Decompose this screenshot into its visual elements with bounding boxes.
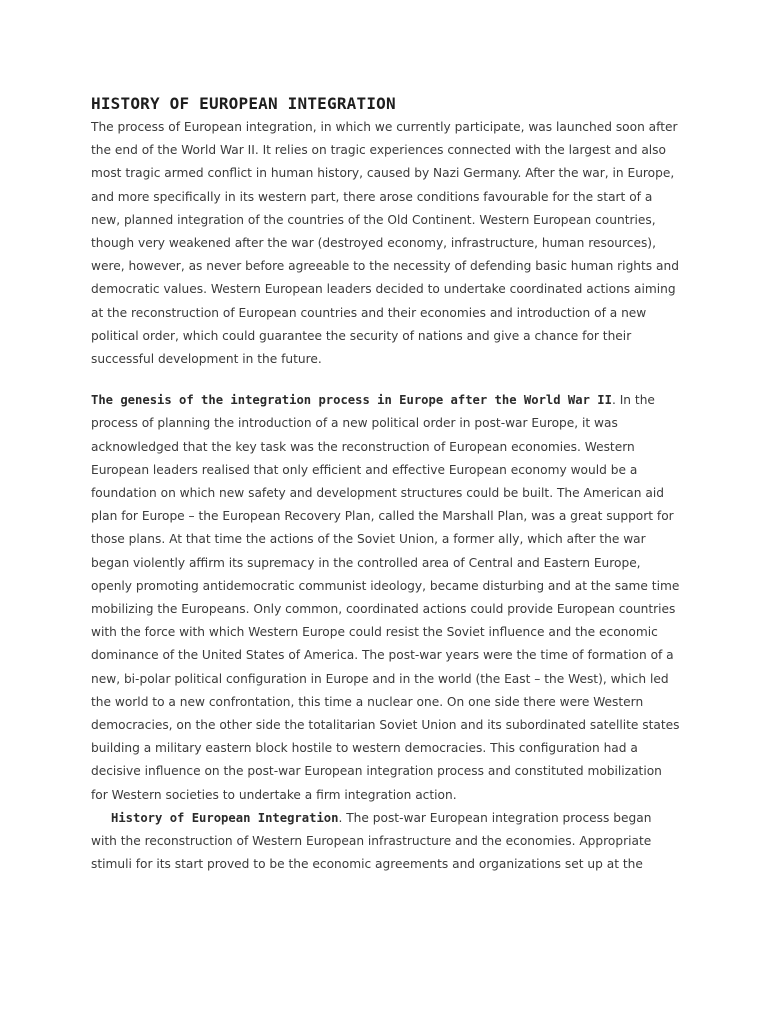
intro-paragraph: The process of European integration, in which we currently participate, was launched soon after the end of the World War II. It relies on tragic experiences connected with the largest and also most tragic armed conflict in human history, caused by Nazi Germany. After the war, in Europe, and more specifically in its western part, there arose conditions favourable for the start of a new, planned integration of the countries of the Old Continent. Western European countries, though very weakened after the war (destroyed economy, infrastructure, human resources), were, however, as never before agreeable to the necessity of defending basic human rights and democratic values. Western European leaders decided to undertake coordinated actions aiming at the reconstruction of European countries and their economies and introduction of a new political order, which could guarantee the security of nations and give a chance for their successful development in the future. [91,120,679,367]
document-title: HISTORY OF EUROPEAN INTEGRATION [91,94,396,113]
history-body: . The post-war European integration process began with the reconstruction of Western European infrastructure and the economies. Appropriate stimuli for its start proved to be the economic agreements and organizations set up at the [91,810,652,872]
genesis-body: . In the process of planning the introduction of a new political order in post-war Europe, it was acknowledged that the key task was the reconstruction of European economies. Western European leaders realised that only efficient and effective European economy would be a foundation on which new safety and development structures could be built. The American aid plan for Europe – the European Recovery Plan, called the Marshall Plan, was a great support for those plans. At that time the actions of the Soviet Union, a former ally, which after the war began violently affirm its supremacy in the controlled area of Central and Eastern Europe, openly promoting antidemocratic communist ideology, became disturbing and at the same time mobilizing the Europeans. Only common, coordinated actions could provide European countries with the force with which Western Europe could resist the Soviet influence and the economic dominance of the United States of America. The post-war years were the time of formation of a new, bi-polar political configuration in Europe and in the world (the East – the West), which led the world to a new confrontation, this time a nuclear one. On one side there were Western democracies, on the other side the totalitarian Soviet Union and its subordinated satellite states building a military eastern block hostile to western democracies. This configuration had a decisive influence on the post-war European integration process and constituted mobilization for Western societies to undertake a firm integration action. [91,393,680,802]
genesis-heading: The genesis of the integration process in Europe after the World War II [91,393,612,408]
document-page [91,94,681,877]
genesis-paragraph [91,389,681,807]
history-paragraph [91,807,681,877]
history-heading: History of European Integration [111,810,339,825]
